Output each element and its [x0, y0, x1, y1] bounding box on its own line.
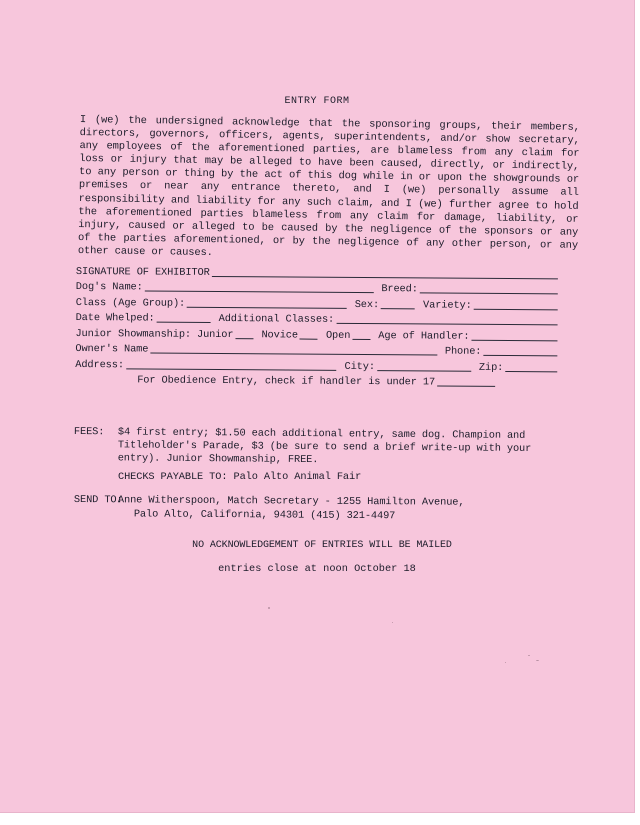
breed-label: Breed: — [381, 283, 418, 296]
entries-close-notice: entries close at noon October 18 — [218, 563, 416, 575]
age-of-handler-label: Age of Handler: — [378, 329, 470, 343]
fees-section — [74, 426, 554, 469]
paper-speck — [392, 622, 393, 623]
checks-payable: CHECKS PAYABLE TO: Palo Alto Animal Fair — [118, 471, 362, 483]
owners-name-label: Owner's Name — [75, 342, 149, 356]
zip-label: Zip: — [478, 361, 504, 374]
date-whelped-field[interactable] — [157, 313, 211, 323]
send-to-label: SEND TO: — [73, 493, 123, 507]
page-title: ENTRY FORM — [284, 96, 350, 107]
open-label: Open — [325, 329, 351, 342]
signature-label: SIGNATURE OF EXHIBITOR — [75, 265, 210, 279]
breed-field[interactable] — [420, 283, 558, 294]
variety-label: Variety: — [423, 298, 472, 312]
no-acknowledgement-notice: NO ACKNOWLEDGEMENT OF ENTRIES WILL BE MAILED — [192, 540, 452, 551]
sex-field[interactable] — [381, 299, 415, 309]
sex-label: Sex: — [354, 298, 380, 311]
phone-label: Phone: — [444, 345, 482, 358]
city-field[interactable] — [377, 361, 471, 372]
date-whelped-label: Date Whelped: — [75, 311, 155, 325]
dogs-name-field[interactable] — [145, 281, 374, 293]
city-label: City: — [344, 360, 375, 373]
novice-checkbox[interactable] — [300, 329, 318, 339]
novice-label: Novice — [261, 328, 299, 342]
phone-field[interactable] — [483, 346, 557, 357]
send-to-line-2: Palo Alto, California, 94301 (415) 321-4497 — [133, 508, 396, 523]
class-age-group-label: Class (Age Group): — [75, 296, 186, 310]
fees-text: $4 first entry; $1.50 each additional entry, same dog. Champion and Titleholder's Parade, $3 (be sure to send a brief write-up with your entry). Junior Showmanship, FREE. — [117, 426, 532, 467]
fees-label: FEES: — [73, 426, 105, 439]
obedience-checkbox[interactable] — [437, 377, 495, 387]
address-label: Address: — [75, 358, 124, 371]
junior-label: Junior — [196, 328, 234, 341]
additional-classes-field[interactable] — [336, 314, 558, 326]
open-checkbox[interactable] — [352, 329, 370, 339]
liability-waiver-paragraph: I (we) the undersigned acknowledge that the sponsoring groups, their members, directors, governors, officers, agents, superintendents, and/or show secretary, any employees of the aforementioned parties, are blameless from any claim for loss or injury that may be alleged to have been caused, directly, or indirectly, to any person or thing by the act of this dog while in or upon the showgrounds or premises or near any entrance thereto, and I (we) personally assume all responsibility and liability for any such claim, and I (we) further agree to hold the aforementioned parties blameless from any claim for damage, liability, or injury, caused or alleged to be caused by the negligence of the sponsors or any of the parties aforementioned, or by the negligence of any other person, or any other cause or causes. — [77, 114, 580, 260]
send-to-section — [74, 493, 554, 524]
age-of-handler-field[interactable] — [471, 330, 557, 341]
address-field[interactable] — [126, 359, 337, 370]
dogs-name-label: Dog's Name: — [75, 280, 143, 294]
obedience-label: For Obedience Entry, check if handler is under 17 — [137, 374, 436, 389]
junior-checkbox[interactable] — [235, 329, 253, 339]
variety-field[interactable] — [474, 299, 558, 310]
paper-speck — [536, 660, 539, 661]
additional-classes-label: Additional Classes: — [218, 312, 335, 326]
signature-field[interactable] — [212, 266, 558, 278]
owners-name-field[interactable] — [150, 344, 437, 356]
send-to-line-1: Anne Witherspoon, Match Secretary - 1255 Hamilton Avenue, — [117, 494, 465, 509]
paper-speck — [268, 607, 270, 609]
class-age-group-field[interactable] — [187, 297, 347, 308]
zip-field[interactable] — [505, 361, 557, 371]
paper-speck — [505, 662, 506, 663]
junior-showmanship-label: Junior Showmanship: — [75, 327, 192, 341]
entry-fields — [75, 262, 560, 389]
paper-speck — [528, 655, 530, 656]
